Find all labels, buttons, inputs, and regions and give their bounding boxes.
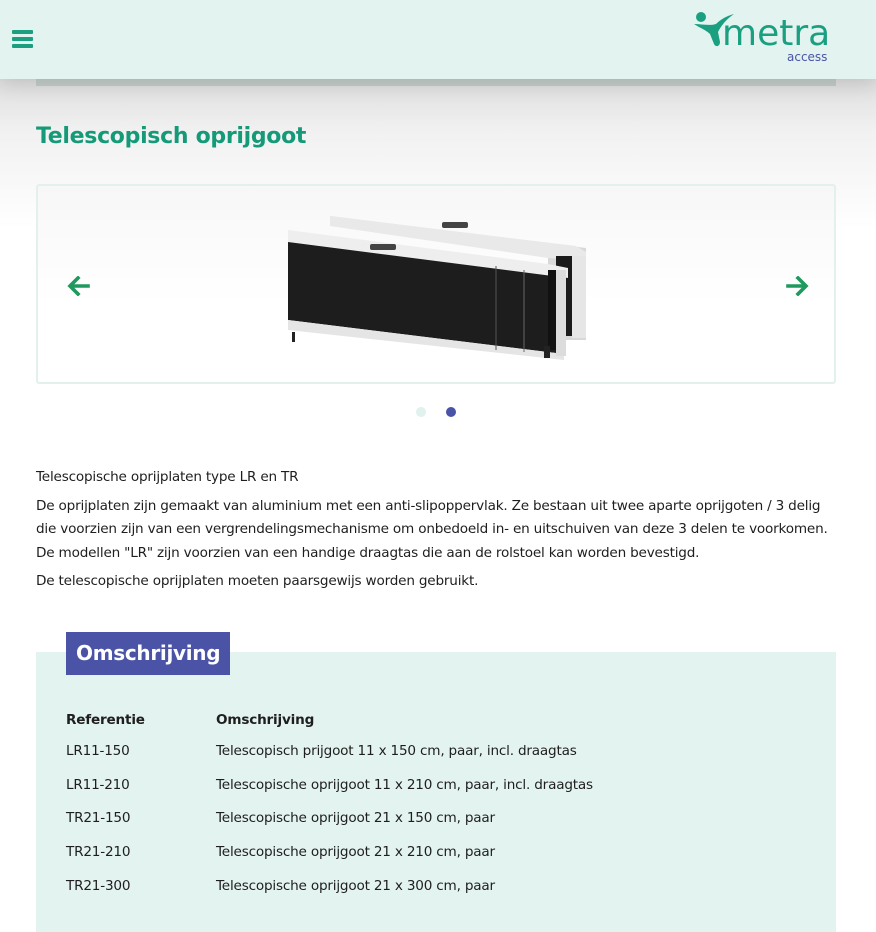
carousel-pagination [416, 407, 456, 417]
cell-reference: TR21-300 [66, 878, 131, 895]
cell-description: Telescopische oprijgoot 11 x 210 cm, paar, incl. draagtas [216, 776, 593, 793]
description-paragraph: Telescopische oprijplaten type LR en TR [36, 469, 299, 485]
cell-reference: LR11-150 [66, 742, 130, 759]
description-paragraph: De telescopische oprijplaten moeten paarsgewijs worden gebruikt. [36, 573, 479, 589]
cell-description: Telescopische oprijgoot 21 x 150 cm, paar [216, 810, 495, 827]
product-description [36, 466, 836, 599]
column-header-description: Omschrijving [216, 712, 315, 728]
cell-reference: TR21-150 [66, 810, 131, 827]
specifications-table [66, 706, 593, 903]
table-row [66, 835, 593, 869]
table-row [66, 869, 593, 903]
product-image-ramps [286, 212, 592, 360]
header-underbar [36, 79, 836, 86]
cell-description: Telescopische oprijgoot 21 x 210 cm, paar [216, 844, 495, 861]
description-paragraph: De oprijplaten zijn gemaakt van aluminium met een anti-slipoppervlak. Ze bestaan uit twee aparte oprijgoten / 3 delig die voorzien zijn van een vergrendelingsmechanisme om onbedoeld in- en uitschuiven van deze 3 delen te voorkomen. De modellen "LR" zijn voorzien van een handige draagtas die aan de rolstoel kan worden bevestigd. [36, 497, 828, 561]
cell-description: Telescopisch prijgoot 11 x 150 cm, paar, incl. draagtas [216, 742, 577, 759]
arrow-right-icon[interactable] [786, 276, 810, 296]
site-header [0, 0, 876, 79]
image-carousel [36, 184, 836, 384]
column-header-reference: Referentie [66, 712, 145, 728]
table-header-row [66, 706, 593, 734]
cell-reference: LR11-210 [66, 776, 130, 793]
table-row [66, 734, 593, 768]
table-row [66, 802, 593, 836]
hamburger-icon-bar [12, 44, 33, 48]
page-title: Telescopisch oprijgoot [36, 124, 307, 149]
carousel-dot-2-active[interactable] [446, 407, 456, 417]
hamburger-menu-button[interactable] [12, 30, 33, 48]
cell-description: Telescopische oprijgoot 21 x 300 cm, paar [216, 878, 495, 895]
logo-subtitle: access [787, 50, 828, 64]
carousel-dot-1[interactable] [416, 407, 426, 417]
metra-logo[interactable] [692, 10, 837, 66]
table-row [66, 768, 593, 802]
logo-wordmark: metra [722, 13, 831, 54]
arrow-left-icon[interactable] [66, 276, 90, 296]
hamburger-icon-bar [12, 37, 33, 41]
specifications-heading-badge: Omschrijving [66, 632, 230, 675]
hamburger-icon-bar [12, 30, 33, 34]
cell-reference: TR21-210 [66, 844, 131, 861]
